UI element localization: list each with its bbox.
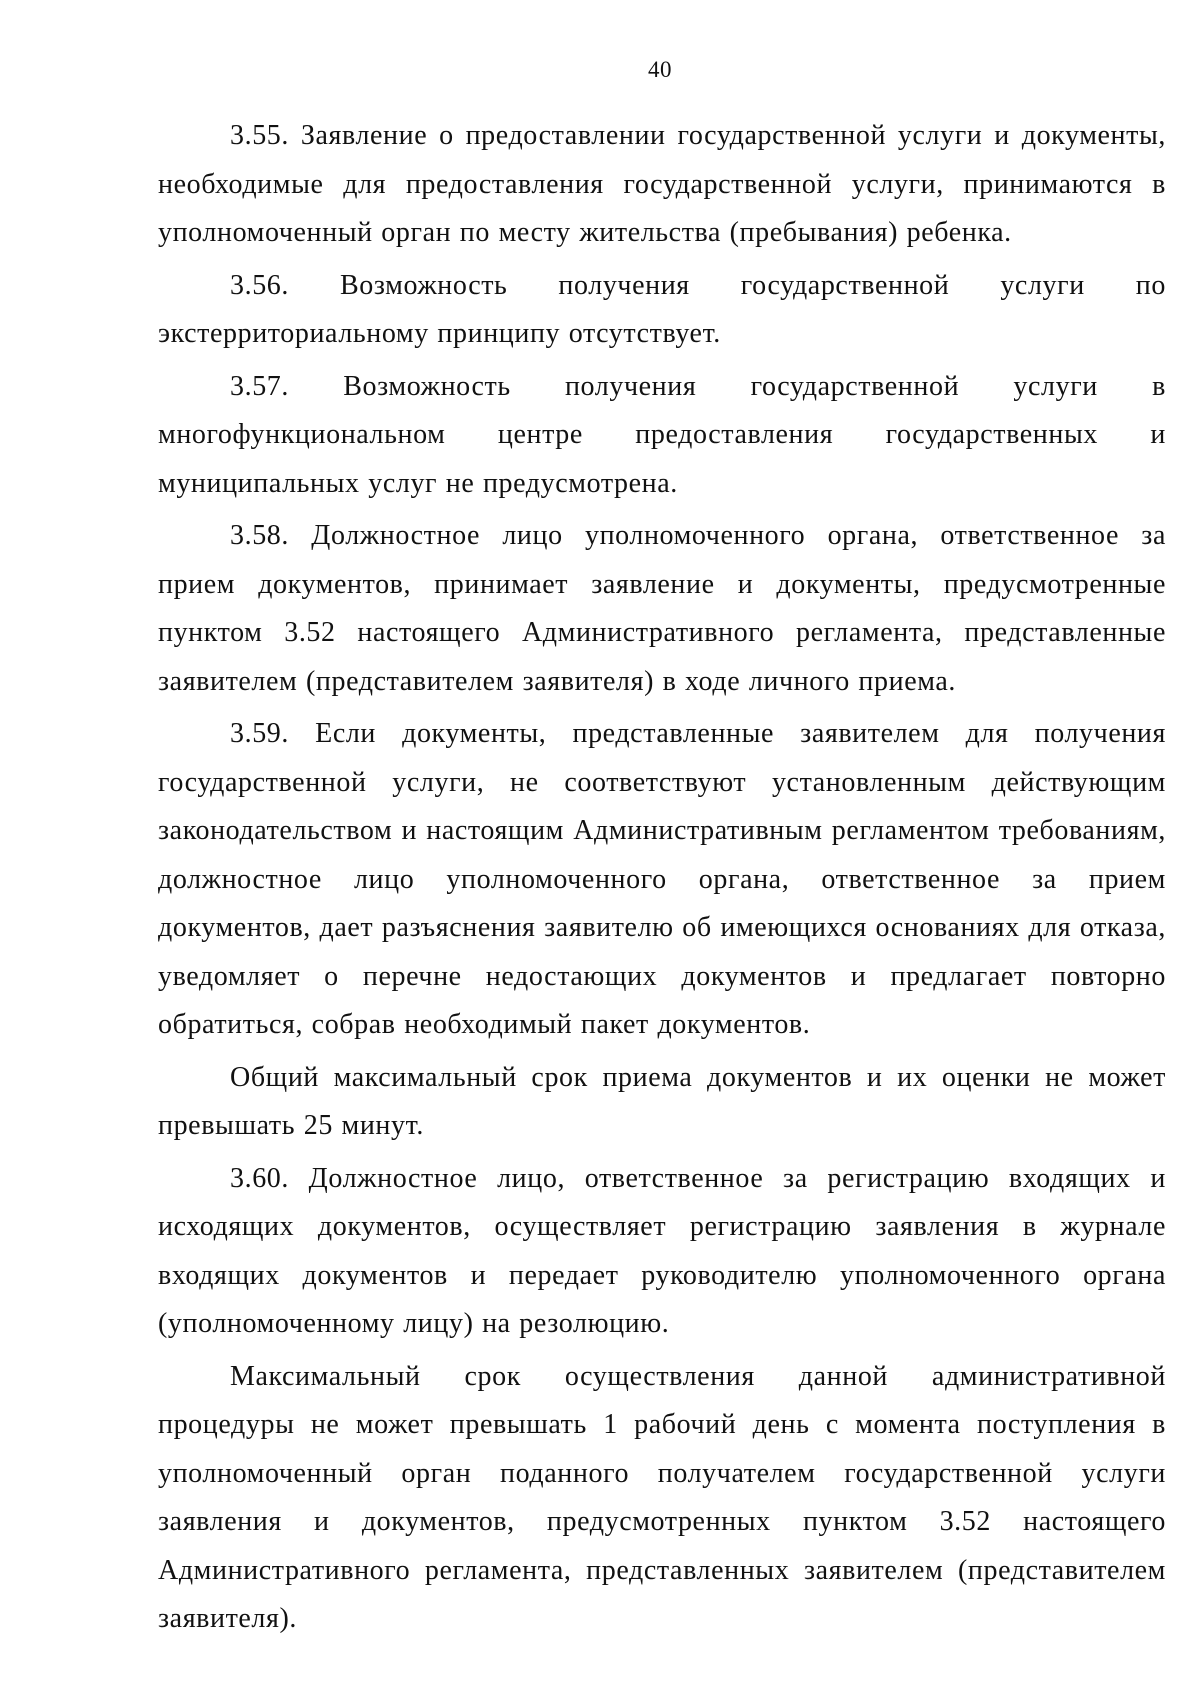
paragraph-3-55: 3.55. Заявление о предоставлении государственной услуги и документы, необходимые для предоставления государственной услуги, принимаются в уполномоченный орган по месту жительства (пребывания) ребенка.: [158, 120, 1166, 248]
paragraph-intake-time-limit: Общий максимальный срок приема документов и их оценки не может превышать 25 минут.: [158, 1061, 1166, 1141]
paragraph-procedure-time-limit: Максимальный срок осуществления данной административной процедуры не может превышать 1 рабочий день с момента поступления в уполномоченный орган поданного получателем государственной услуги заявления и документов, предусмотренных пунктом 3.52 настоящего Административного регламента, представленных заявителем (представителем заявителя).: [158, 1360, 1166, 1634]
page-number: 40: [648, 57, 672, 82]
paragraph-3-58: 3.58. Должностное лицо уполномоченного органа, ответственное за прием документов, принимает заявление и документы, предусмотренные пунктом 3.52 настоящего Административного регламента, представленные заявителем (представителем заявителя) в ходе личного приема.: [158, 520, 1166, 697]
paragraph-3-59: 3.59. Если документы, представленные заявителем для получения государственной услуги, не соответствуют установленным действующим законодательством и настоящим Административным регламентом требованиям, должностное лицо уполномоченного органа, ответственное за прием документов, дает разъяснения заявителю об имеющихся основаниях для отказа, уведомляет о перечне недостающих документов и предлагает повторно обратиться, собрав необходимый пакет документов.: [158, 718, 1166, 1040]
document-body: [158, 112, 1166, 1644]
paragraph-3-56: 3.56. Возможность получения государственной услуги по экстерриториальному принципу отсутствует.: [158, 269, 1166, 349]
paragraph-3-60: 3.60. Должностное лицо, ответственное за регистрацию входящих и исходящих документов, осуществляет регистрацию заявления в журнале входящих документов и передает руководителю уполномоченного органа (уполномоченному лицу) на резолюцию.: [158, 1162, 1166, 1339]
paragraph-3-57: 3.57. Возможность получения государственной услуги в многофункциональном центре предоставления государственных и муниципальных услуг не предусмотрена.: [158, 370, 1166, 499]
